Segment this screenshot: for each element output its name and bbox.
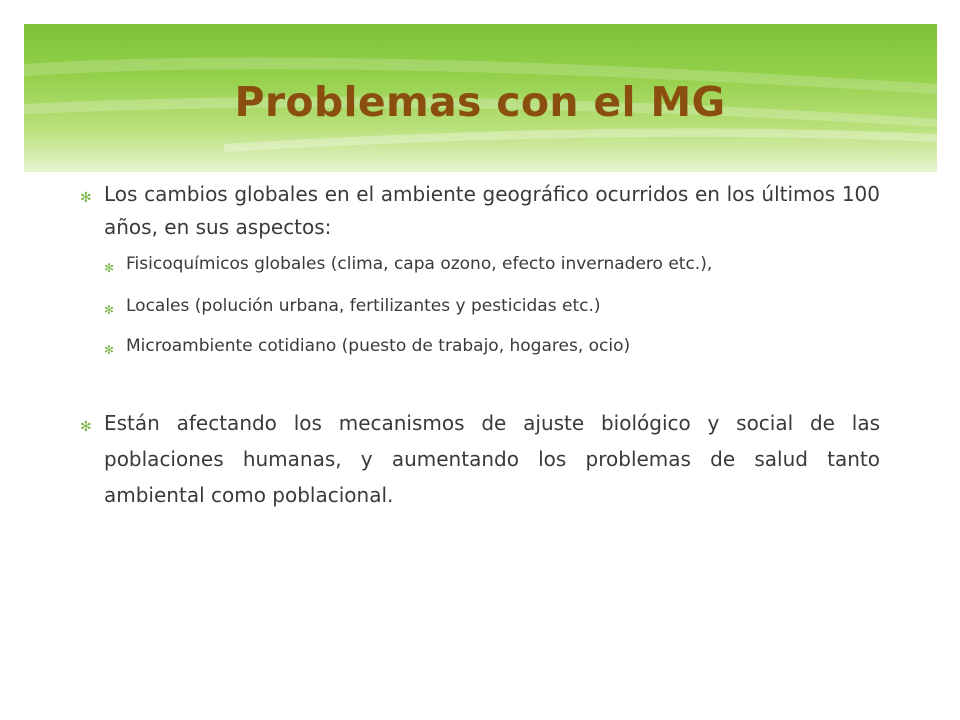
subbullet-text: Locales (polución urbana, fertilizantes y pesticidas etc.) — [126, 296, 601, 316]
asterisk-bullet-icon: ✻ — [104, 343, 115, 357]
subbullet-item — [104, 333, 880, 360]
bullet-item — [80, 405, 880, 513]
bullet-text: Los cambios globales en el ambiente geográfico ocurridos en los últimos 100 años, en sus aspectos: — [104, 182, 880, 239]
subbullet-text: Fisicoquímicos globales (clima, capa ozono, efecto invernadero etc.), — [126, 254, 713, 274]
bullet-text: Están afectando los mecanismos de ajuste biológico y social de las poblaciones humanas, y aumentando los problemas de salud tanto ambiental como poblacional. — [104, 411, 880, 507]
subbullet-item — [104, 251, 880, 278]
asterisk-bullet-icon: ✻ — [80, 190, 92, 206]
asterisk-bullet-icon: ✻ — [104, 261, 115, 275]
bullet-item — [80, 178, 880, 244]
slide-content — [80, 178, 880, 513]
asterisk-bullet-icon: ✻ — [80, 419, 92, 435]
asterisk-bullet-icon: ✻ — [104, 303, 115, 317]
subbullet-item — [104, 293, 880, 320]
slide-title: Problemas con el MG — [234, 78, 726, 126]
subbullet-text: Microambiente cotidiano (puesto de trabajo, hogares, ocio) — [126, 336, 631, 356]
